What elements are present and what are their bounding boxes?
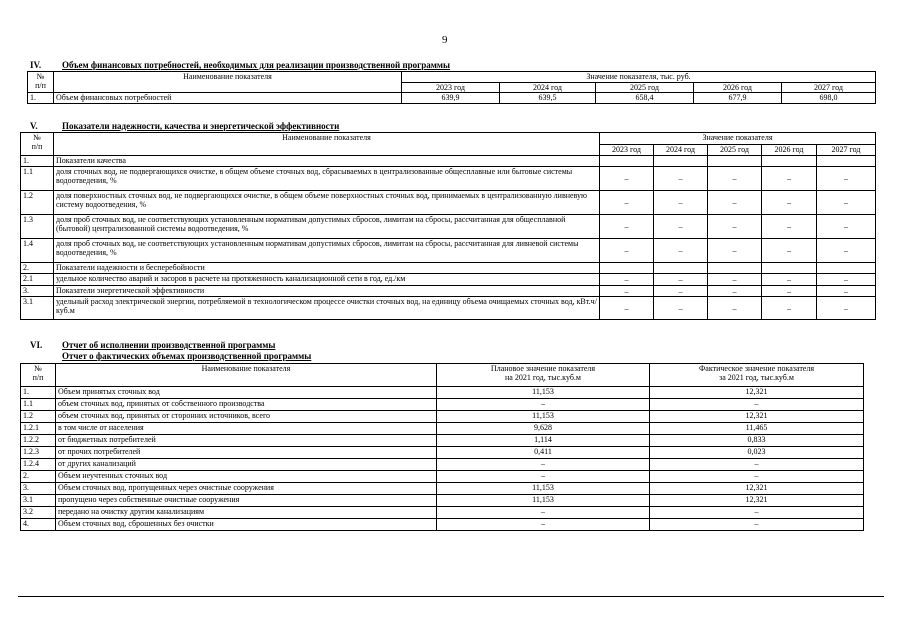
row-value: – [817,191,876,215]
row-plan: 11,153 [437,483,650,495]
row-value: – [654,215,708,239]
table-row [21,459,864,471]
table-row [21,423,864,435]
empty-cell [654,156,708,167]
row-number: 3.1 [21,297,54,320]
row-value: – [762,191,817,215]
section-6-subtitle: Отчет о фактических объемах производственной программы [62,351,312,361]
footer-rule [18,596,884,597]
row-number: 1.2 [21,411,56,423]
col-header-no: № п/п [21,364,56,387]
row-name: в том числе от населения [56,423,437,435]
section-6-heading [30,340,275,350]
row-name: Показатели энергетической эффективности [54,286,600,297]
row-value: – [762,239,817,263]
row-value: – [600,191,654,215]
section-5-heading [30,121,339,131]
row-name: объем сточных вод, принятых от собственного производства [56,399,437,411]
row-number: 1.2.4 [21,459,56,471]
row-plan: – [437,519,650,531]
table-row [21,519,864,531]
year-header: 2023 год [600,145,654,156]
row-plan: 11,153 [437,387,650,399]
row-name: Объем неучтенных сточных вод [56,471,437,483]
row-value: – [654,239,708,263]
table-row [21,399,864,411]
row-number: 2. [21,471,56,483]
row-number: 1.2.3 [21,447,56,459]
row-value: – [708,239,762,263]
row-plan: 11,153 [437,411,650,423]
row-plan: 11,153 [437,495,650,507]
row-name: пропущено через собственные очистные сооружения [56,495,437,507]
year-header: 2027 год [817,145,876,156]
row-value: – [600,286,654,297]
year-header: 2024 год [654,145,708,156]
row-number: 1.1 [21,399,56,411]
row-number: 1.1 [21,167,54,191]
table-row [21,471,864,483]
row-value: – [708,167,762,191]
table-row [21,411,864,423]
reliability-indicators-table [20,132,876,320]
row-number: 2. [21,263,54,274]
section-4-number: IV. [30,60,42,70]
table-row [21,274,876,286]
financial-needs-table [27,71,876,104]
row-value: – [654,274,708,286]
year-header: 2025 год [596,83,694,93]
row-fact: 12,321 [650,411,864,423]
table-row [21,215,876,239]
row-name: объем сточных вод, принятых от сторонних источников, всего [56,411,437,423]
row-value: – [600,297,654,320]
table-row [28,93,876,104]
col-header-no: № п/п [28,72,54,93]
col-header-plan: Плановое значение показателя на 2021 год, тыс.куб.м [437,364,650,387]
row-value: – [600,239,654,263]
empty-cell [762,263,817,274]
col-header-name: Наименование показателя [54,133,600,156]
row-number: 3.2 [21,507,56,519]
year-header: 2023 год [402,83,500,93]
row-name: доля проб сточных вод, не соответствующих установленным нормативам допустимых сбросов, лимитам на сбросы, рассчитанная для общесплавной (бытовой) централизованной системы водоотведения, % [54,215,600,239]
row-number: 1.3 [21,215,54,239]
row-value: 639,5 [500,93,596,104]
section-6-title: Отчет об исполнении производственной программы [62,340,276,350]
section-4-heading [30,60,450,70]
year-header: 2024 год [500,83,596,93]
section-5-title: Показатели надежности, качества и энергетической эффективности [62,121,340,131]
year-header: 2025 год [708,145,762,156]
row-number: 3.1 [21,495,56,507]
empty-cell [817,263,876,274]
row-number: 1.2.1 [21,423,56,435]
section-4-title: Объем финансовых потребностей, необходимых для реализации производственной программы [62,60,451,70]
row-fact: 0,833 [650,435,864,447]
row-value: – [762,215,817,239]
row-value: – [600,167,654,191]
row-name: Объем сточных вод, пропущенных через очистные сооружения [56,483,437,495]
col-header-no: № п/п [21,133,54,156]
row-value: – [600,215,654,239]
row-name: доля сточных вод, не подвергающихся очистке, в общем объеме сточных вод, сбрасываемых в централизованные общесплавные или бытовые системы водоотведения, % [54,167,600,191]
row-value: 677,9 [694,93,782,104]
empty-cell [708,156,762,167]
row-value: – [762,274,817,286]
row-plan: – [437,399,650,411]
empty-cell [654,263,708,274]
table-row [21,156,876,167]
row-fact: 11,465 [650,423,864,435]
row-plan: – [437,459,650,471]
col-header-name: Наименование показателя [54,72,402,93]
row-name: от других канализаций [56,459,437,471]
table-row [21,483,864,495]
row-value: – [654,191,708,215]
table-row [21,286,876,297]
row-fact: – [650,507,864,519]
row-name: передано на очистку другим канализациям [56,507,437,519]
row-number: 2.1 [21,274,54,286]
row-name: Показатели надежности и бесперебойности [54,263,600,274]
row-plan: 9,628 [437,423,650,435]
year-header: 2026 год [762,145,817,156]
table-row [21,447,864,459]
year-header: 2026 год [694,83,782,93]
row-value: – [817,286,876,297]
row-value: – [708,215,762,239]
row-name: от бюджетных потребителей [56,435,437,447]
row-value: – [708,286,762,297]
row-fact: – [650,519,864,531]
col-header-name: Наименование показателя [56,364,437,387]
empty-cell [600,263,654,274]
row-value: – [817,215,876,239]
row-value: – [708,297,762,320]
table-row [21,495,864,507]
row-number: 1. [21,387,56,399]
row-value: – [708,274,762,286]
table-row [21,297,876,320]
row-plan: 1,114 [437,435,650,447]
row-value: – [654,297,708,320]
col-header-value: Значение показателя, тыс. руб. [402,72,876,83]
empty-cell [708,263,762,274]
row-number: 3. [21,286,54,297]
row-name: от прочих потребителей [56,447,437,459]
row-number: 1.2.2 [21,435,56,447]
year-header: 2027 год [782,83,876,93]
actual-volumes-table [20,363,864,531]
table-row [21,167,876,191]
section-6-number: VI. [30,340,43,350]
row-name: доля поверхностных сточных вод, не подвергающихся очистке, в общем объеме поверхностных сточных вод, принимаемых в централизованную ливневую систему водоотведения, % [54,191,600,215]
row-name: удельное количество аварий и засоров в расчете на протяженность канализационной сети в год, ед./км [54,274,600,286]
row-value: 639,9 [402,93,500,104]
row-number: 4. [21,519,56,531]
row-fact: 12,321 [650,483,864,495]
row-value: 658,4 [596,93,694,104]
row-number: 1. [21,156,54,167]
row-number: 1. [28,93,54,104]
row-value: – [654,286,708,297]
table-row [21,507,864,519]
row-value: – [654,167,708,191]
row-name: Показатели качества [54,156,600,167]
row-value: – [817,297,876,320]
row-fact: 0,023 [650,447,864,459]
row-fact: 12,321 [650,387,864,399]
table-row [21,191,876,215]
row-name: Объем принятых сточных вод [56,387,437,399]
row-value: 698,0 [782,93,876,104]
row-number: 1.4 [21,239,54,263]
row-name: Объем финансовых потребностей [54,93,402,104]
row-plan: – [437,507,650,519]
row-fact: 12,321 [650,495,864,507]
table-row [21,387,864,399]
row-value: – [762,297,817,320]
row-value: – [817,167,876,191]
row-name: доля проб сточных вод, не соответствующих установленным нормативам допустимых сбросов, лимитам на сбросы, рассчитанная для ливневой системы водоотведения, % [54,239,600,263]
empty-cell [762,156,817,167]
row-number: 3. [21,483,56,495]
row-number: 1.2 [21,191,54,215]
row-fact: – [650,399,864,411]
table-row [21,435,864,447]
row-value: – [708,191,762,215]
row-value: – [762,167,817,191]
empty-cell [817,156,876,167]
row-value: – [762,286,817,297]
page-number: 9 [442,34,448,46]
row-plan: – [437,471,650,483]
row-fact: – [650,471,864,483]
row-name: Объем сточных вод, сброшенных без очистки [56,519,437,531]
empty-cell [600,156,654,167]
col-header-value: Значение показателя [600,133,876,145]
table-row [21,239,876,263]
row-value: – [817,239,876,263]
table-row [21,263,876,274]
row-name: удельный расход электрической энергии, потребляемой в технологическом процессе очистки сточных вод, на единицу объема очищаемых сточных вод, кВт.ч/куб.м [54,297,600,320]
row-fact: – [650,459,864,471]
col-header-fact: Фактическое значение показателя за 2021 год, тыс.куб.м [650,364,864,387]
section-5-number: V. [30,121,38,131]
row-plan: 0,411 [437,447,650,459]
row-value: – [600,274,654,286]
row-value: – [817,274,876,286]
